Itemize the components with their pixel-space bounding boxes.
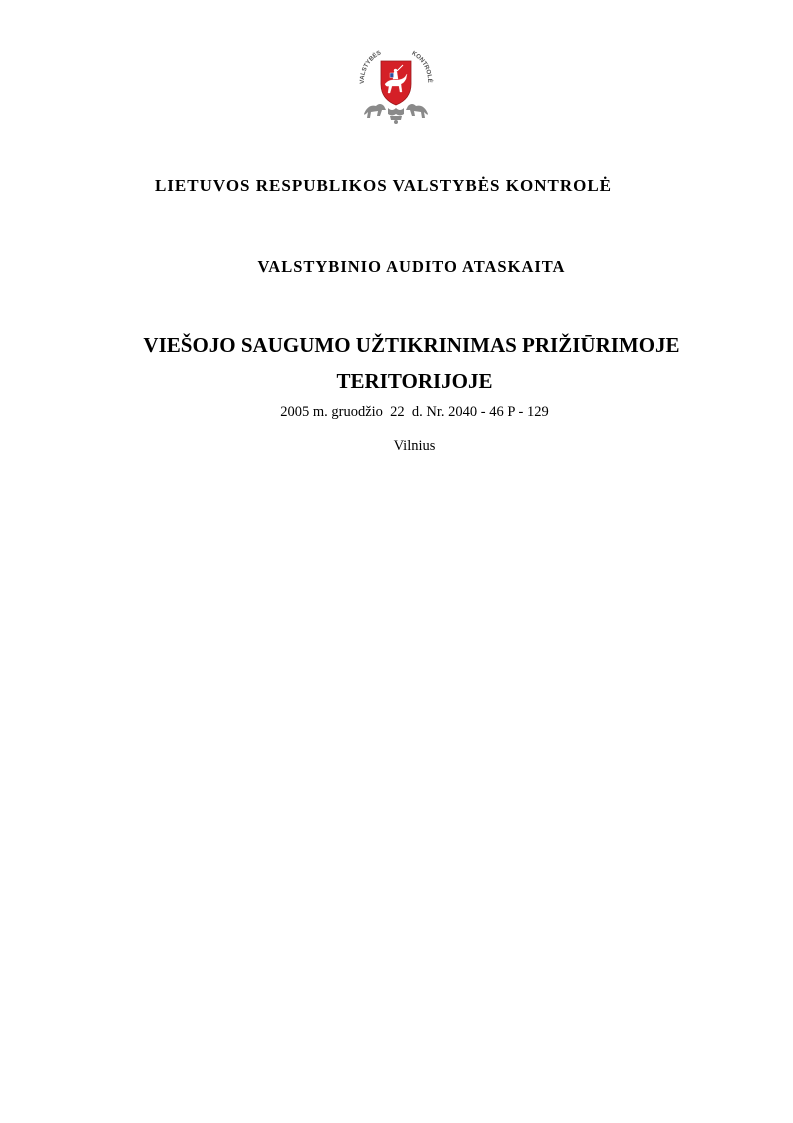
institution-name-text: LIETUVOS RESPUBLIKOS VALSTYBĖS KONTROLĖ (154, 176, 613, 195)
report-title-line-2: TERITORIJOJE (336, 369, 493, 393)
report-type (0, 257, 793, 277)
document-reference (0, 404, 793, 421)
logo-text-right: KONTROLĖ (410, 49, 434, 83)
document-place (0, 438, 793, 455)
report-title (0, 327, 793, 399)
document-reference-text: 2005 m. gruodžio 22 d. Nr. 2040 - 46 P - 129 (280, 404, 549, 420)
report-type-text: VALSTYBINIO AUDITO ATASKAITA (257, 257, 566, 276)
state-audit-office-logo (354, 44, 438, 126)
institution-name (0, 176, 793, 196)
griffin-ornament-icon (364, 104, 428, 124)
logo-text-left: VALSTYBĖS (358, 49, 383, 84)
report-title-line-1: VIEŠOJO SAUGUMO UŽTIKRINIMAS PRIŽIŪRIMOJE (143, 333, 680, 357)
document-place-text: Vilnius (393, 438, 436, 454)
